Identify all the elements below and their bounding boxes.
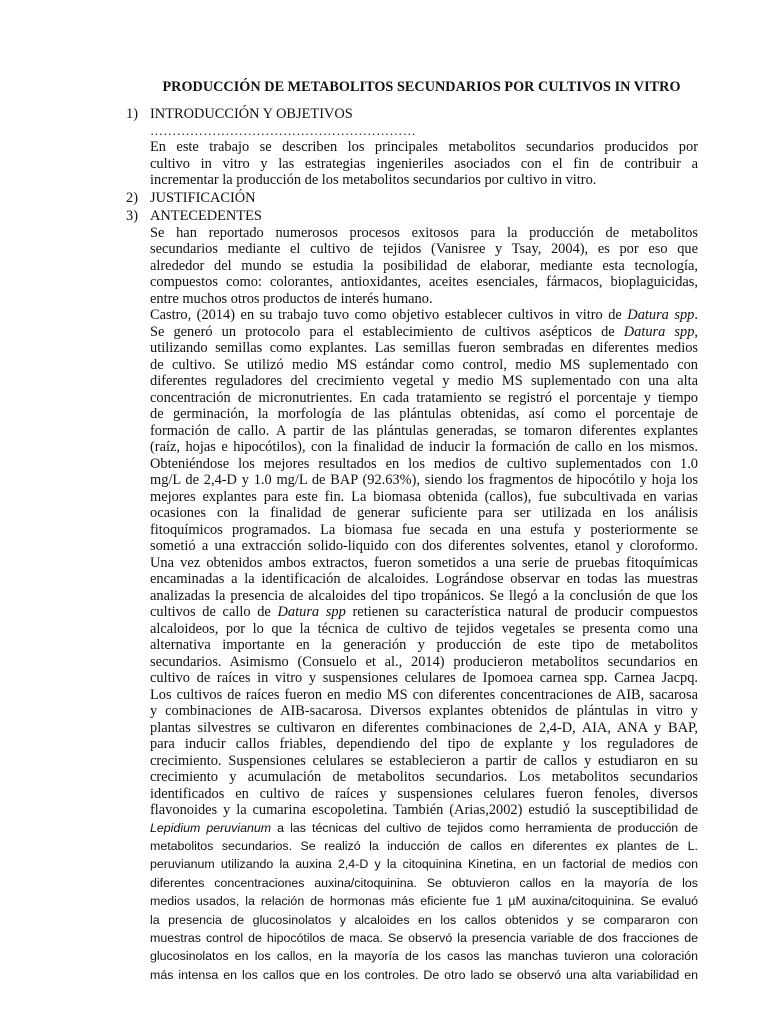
arias-paragraph: Lepidium peruvianum a las técnicas del cultivo de tejidos como herramienta de producción de metabolitos secundarios. Se realizó la inducción de callos en diferentes ex plantes de L. peruvianum utilizando la auxina 2,4-D y la citoquinina Kinetina, en un factorial de medios con diferentes concentraciones auxina/citoquinina. Se obtuvieron callos en la mayoría de los medios usados, la relación de hormonas más eficiente fue 1 µM auxina/citoquinina. Se evaluó la presencia de glucosinolatos y alcaloides en los callos obtenidos y se compararon con muestras control de hipocótilos de maca. Se observó la presencia variable de dos fracciones de glucosinolatos en los callos, en la mayoría de los casos las manchas tuvieron una coloración más intensa en los callos que en los controles. De otro lado se observó una alta variabilidad en: [150, 820, 698, 982]
castro-paragraph: Castro, (2014) en su trabajo tuvo como objetivo establecer cultivos in vitro de Datura spp. Se generó un protocolo para el establecimiento de cultivos asépticos de Datura spp, utilizando semillas como explantes. Las semillas fueron sembradas en diferentes medios de cultivo. Se utilizó medio MS estándar como control, medio MS suplementado con diferentes reguladores del crecimiento vegetal y medio MS suplementado con una alta concentración de micronutrientes. En cada tratamiento se registró el porcentaje y tiempo de germinación, la morfología de las plántulas obtenidas, así como el porcentaje de formación de callo. A partir de las plántulas generadas, se tomaron diferentes explantes (raíz, hojas e hipocótilos), con la finalidad de inducir la formación de callo en los mismos. Obteniéndose los mejores resultados en los medios de cultivo suplementados con 1.0 mg/L de 2,4-D y 1.0 mg/L de BAP (92.63%), siendo los fragmentos de hipocótilo y hoja los mejores explantes para este fin. La biomasa obtenida (callos), fue subcultivada en varias ocasiones con la finalidad de generar suficiente para ser utilizada en los análisis fitoquímicos programados. La biomasa fue secada en una estufa y posteriormente se sometió a una extracción solido-liquido con dos diferentes solventes, etanol y cloroformo. Una vez obtenidos ambos extractos, fueron sometidos a una serie de pruebas fitoquímicas encaminadas a la identificación de alcaloides. Lográndose observar en todas las muestras analizadas la presencia de alcaloides del tipo tropánicos. Se llegó a la conclusión de que los cultivos de callo de Datura spp retienen su característica natural de producir compuestos alcaloideos, por lo que la técnica de cultivo de tejidos vegetales se presenta como una alternativa importante en la generación y producción de este tipo de metabolitos secundarios. Asimismo (Consuelo et al., 2014) producieron metabolitos secundarios en cultivo de raíces in vitro y suspensiones celulares de Ipomoea carnea spp. Carnea Jacpq. Los cultivos de raíces fueron en medio MS con diferentes concentraciones de AIB, sacarosa y combinaciones de AIB-sacarosa. Diversos explantes obtenidos de plántulas in vitro y plantas silvestres se cultivaron en diferentes combinaciones de 2,4-D, AIA, ANA y BAP, para inducir callos friables, dependiendo del tipo de explante y los reguladores de crecimiento. Suspensiones celulares se establecieron a partir de callos y estudiaron en su crecimiento y acumulación de metabolitos secundarios. Los metabolitos secundarios identificados en cultivo de raíces y suspensiones celulares fueron fenoles, diversos flavonoides y la cumarina escopoletina. También (Arias,2002) estudió la susceptibilidad de: [150, 307, 699, 818]
section-justificacion: [117, 189, 698, 207]
species-name: Lepidium peruvianum: [150, 820, 272, 835]
intro-paragraph: En este trabajo se describen los principales metabolitos secundarios producidos por cultivo in vitro y las estrategias ingenieriles asociados con el fin de contribuir a incrementar la producción de los metabolitos secundarios por cultivo in vitro.: [150, 139, 698, 188]
section-number: 1): [126, 106, 138, 122]
section-number: 2): [126, 189, 138, 206]
section-list: [117, 105, 698, 984]
section-heading: JUSTIFICACIÓN: [150, 189, 256, 206]
section-heading: ANTECEDENTES: [150, 207, 262, 224]
section-number: 3): [126, 207, 138, 224]
section-antecedentes: [117, 207, 698, 985]
species-name: Datura spp: [277, 604, 346, 620]
placeholder-dots: ……………………………………………………: [150, 123, 416, 138]
document-title: PRODUCCIÓN DE METABOLITOS SECUNDARIOS POR CULTIVOS IN VITRO: [162, 79, 681, 95]
antecedentes-paragraph-1: Se han reportado numerosos procesos exitosos para la producción de metabolitos secundarios mediante el cultivo de tejidos (Vanisree y Tsay, 2004), es por eso que alrededor del mundo se estudia la posibilidad de elaborar, mediante esta tecnología, compuestos como: colorantes, antioxidantes, aceites esenciales, fármacos, bioplaguicidas, entre muchos otros productos de interés humano.: [150, 224, 698, 307]
section-heading: INTRODUCCIÓN Y OBJETIVOS: [150, 106, 353, 122]
species-name: Datura spp: [623, 323, 695, 340]
section-introduccion: [117, 105, 698, 189]
species-name: Datura spp: [627, 307, 695, 323]
